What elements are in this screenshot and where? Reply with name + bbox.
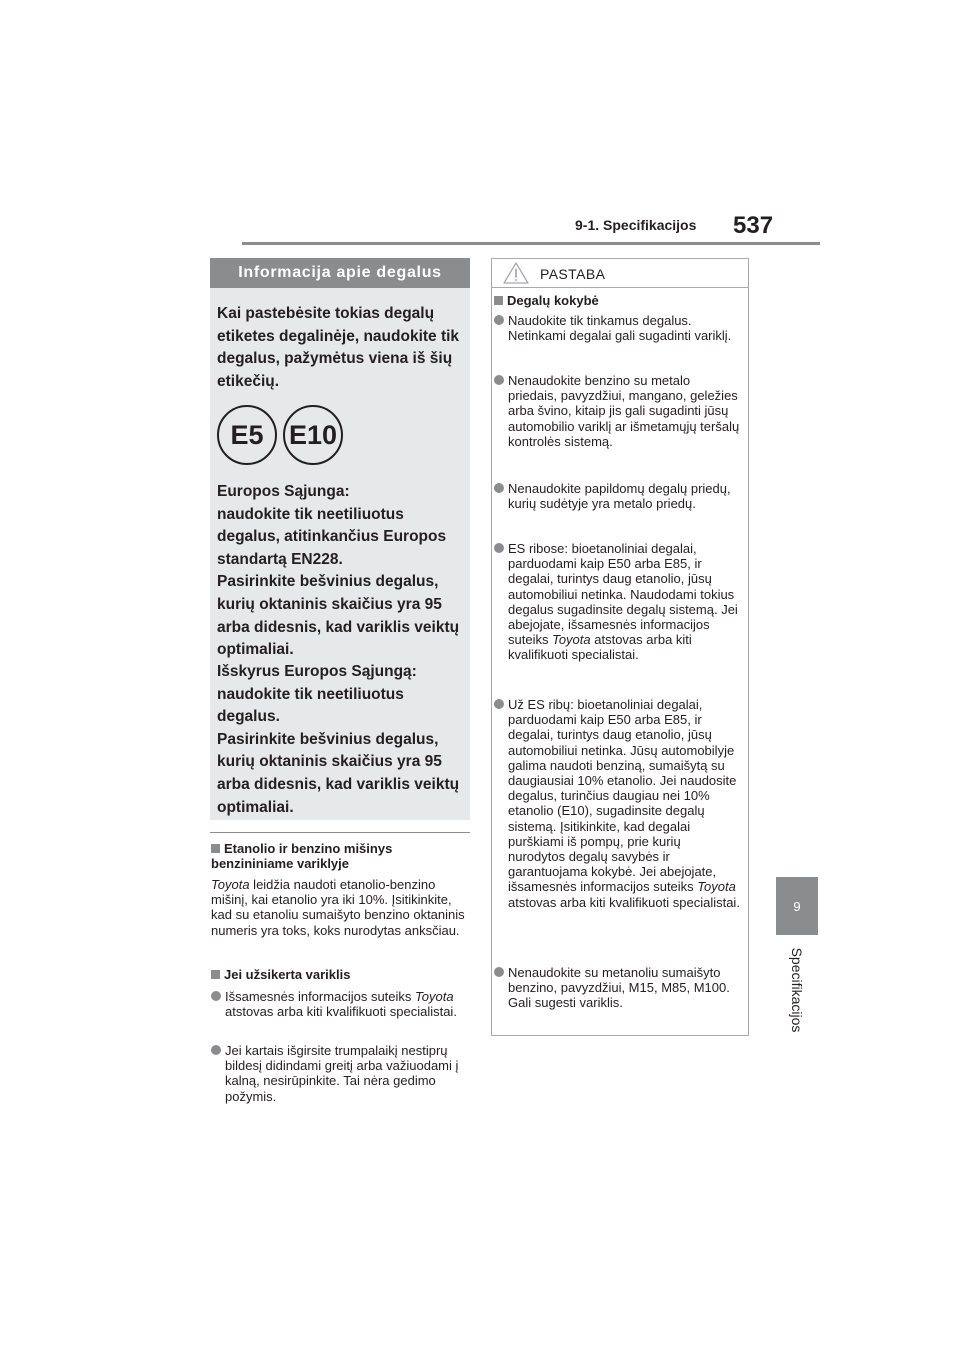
europe-block [217, 481, 465, 662]
outside-europe-line-1: naudokite tik neetiliuotus degalus. [217, 685, 404, 726]
knock-bullet-1-pre: Išsamesnės informacijos suteiks [225, 989, 416, 1004]
knock-bullet-2-text: Jei kartais išgirsite trumpalaikį nestiprų bildesį didindami greitį arba važiuodami į kalną, nesirūpinkite. Tai nėra gedimo požymis. [225, 1043, 459, 1104]
fuel-label-e5-icon: E5 [217, 405, 277, 465]
caution-bullet-5-post: atstovas arba kiti kvalifikuoti specialistai. [508, 894, 740, 910]
bullet-dot-icon [494, 543, 504, 553]
caution-bullet-5 [494, 697, 740, 910]
bullet-dot-icon [494, 699, 504, 709]
bullet-dot-icon [494, 315, 504, 325]
knock-bullet-1 [211, 989, 463, 1019]
caution-bullet-3 [494, 481, 740, 511]
caution-header-rule [491, 287, 749, 288]
caution-bullet-1 [494, 313, 740, 343]
caution-bullet-6 [494, 965, 740, 1011]
fuel-info-intro: Kai pastebėsite tokias degalų etiketes degalinėje, naudokite tik degalus, pažymėtus viena iš šių etikečių. [217, 305, 460, 390]
heading-square-icon [494, 296, 503, 305]
caution-bullet-2 [494, 373, 740, 449]
knock-bullet-2 [211, 1043, 463, 1104]
caution-bullet-5-pre: Už ES ribų: bioetanoliniai degalai, parduodami kaip E50 arba E85, ir degalai, turintys daug etanolio, jūsų automobiliui netinka. Jūsų automobilyje galima naudoti benziną, sumaišytą su daugiausiai 10% etanolio. Jei naudosite degalus, turinčius daugiau nei 10% etanolio (E10), sugadinsite degalų sistemą. Įsitikinkite, kad degalai purškiami iš pompų, prie kurių nurodytos degalų savybės ir garantuojama kokybė. Jei abejojate, išsamesnės informacijos suteiks [508, 697, 737, 895]
bullet-dot-icon [211, 991, 221, 1001]
outside-europe-line-2: Pasirinkite bešvinius degalus, kurių oktaninis skaičius yra 95 arba didesnis, kad variklis veiktų optimaliai. [217, 730, 460, 816]
caution-bullet-5-brand: Toyota [697, 879, 736, 895]
bullet-dot-icon [211, 1045, 221, 1055]
fuel-info-box-title: Informacija apie degalus [210, 258, 470, 288]
page-number: 537 [733, 212, 774, 239]
ethanol-paragraph [211, 877, 468, 938]
knock-bullet-1-brand: Toyota [415, 989, 454, 1004]
fuel-label-e10-icon: E10 [283, 405, 343, 465]
ethanol-text: leidžia naudoti etanolio-benzino mišinį, kai etanolio yra iki 10%. Įsitikinkite, kad su etanoliu sumaišyto benzino oktaninis numeris yra toks, koks nurodytas anksčiau. [211, 877, 465, 938]
knock-heading-text: Jei užsikerta variklis [224, 967, 351, 982]
chapter-tab[interactable]: 9 [776, 877, 818, 935]
header-rule [242, 242, 820, 245]
caution-bullet-4-post: atstovas arba kiti kvalifikuoti specialistai. [508, 632, 692, 663]
caution-bullet-2-text: Nenaudokite benzino su metalo priedais, pavyzdžiui, mangano, geležies arba švino, kitaip jis gali sugadinti jūsų automobilio variklį ar išmetamųjų teršalų kontrolės sistemą. [508, 373, 740, 449]
caution-bullet-4 [494, 541, 740, 663]
chapter-side-label-text: Specifikacijos [789, 947, 805, 1033]
caution-title: PASTABA [540, 266, 606, 282]
caution-bullet-4-brand: Toyota [552, 632, 591, 648]
warning-icon [503, 262, 529, 284]
fuel-info-content [217, 303, 465, 393]
bullet-dot-icon [494, 483, 504, 493]
caution-bullet-4-pre: ES ribose: bioetanoliniai degalai, parduodami kaip E50 arba E85, ir degalai, turintys daug etanolio, jūsų automobiliui netinka. Naudodami tokius degalus sugadinsite degalų sistemą. Jei abejojate, išsamesnės informacijos suteiks [508, 541, 738, 648]
caution-heading-text: Degalų kokybė [507, 293, 599, 308]
chapter-side-label [756, 940, 838, 1040]
knock-bullet-1-post: atstovas arba kiti kvalifikuoti specialistai. [225, 1004, 457, 1020]
bullet-dot-icon [494, 375, 504, 385]
left-divider [210, 832, 470, 833]
europe-heading: Europos Sąjunga: [217, 483, 350, 500]
ethanol-brand: Toyota [211, 877, 250, 892]
europe-line-2: Pasirinkite bešvinius degalus, kurių oktaninis skaičius yra 95 arba didesnis, kad variklis veiktų optimaliai. [217, 573, 460, 659]
ethanol-heading-text: Etanolio ir benzino mišinys benzininiame variklyje [211, 841, 393, 872]
outside-europe-heading: Išskyrus Europos Sąjungą: [217, 663, 417, 680]
ethanol-heading [211, 841, 466, 871]
caution-bullet-6-text: Nenaudokite su metanoliu sumaišyto benzino, pavyzdžiui, M15, M85, M100. Gali sugesti variklis. [508, 965, 730, 1011]
bullet-dot-icon [494, 967, 504, 977]
caution-bullet-1-text: Naudokite tik tinkamus degalus. Netinkami degalai gali sugadinti variklį. [508, 313, 732, 344]
europe-line-1: naudokite tik neetiliuotus degalus, atitinkančius Europos standartą EN228. [217, 505, 447, 568]
knock-heading [211, 967, 466, 982]
heading-square-icon [211, 844, 220, 853]
heading-square-icon [211, 970, 220, 979]
section-title: 9-1. Specifikacijos [575, 217, 697, 233]
caution-heading [494, 293, 742, 308]
caution-bullet-3-text: Nenaudokite papildomų degalų priedų, kurių sudėtyje yra metalo priedų. [508, 481, 731, 512]
outside-europe-block [217, 661, 465, 819]
